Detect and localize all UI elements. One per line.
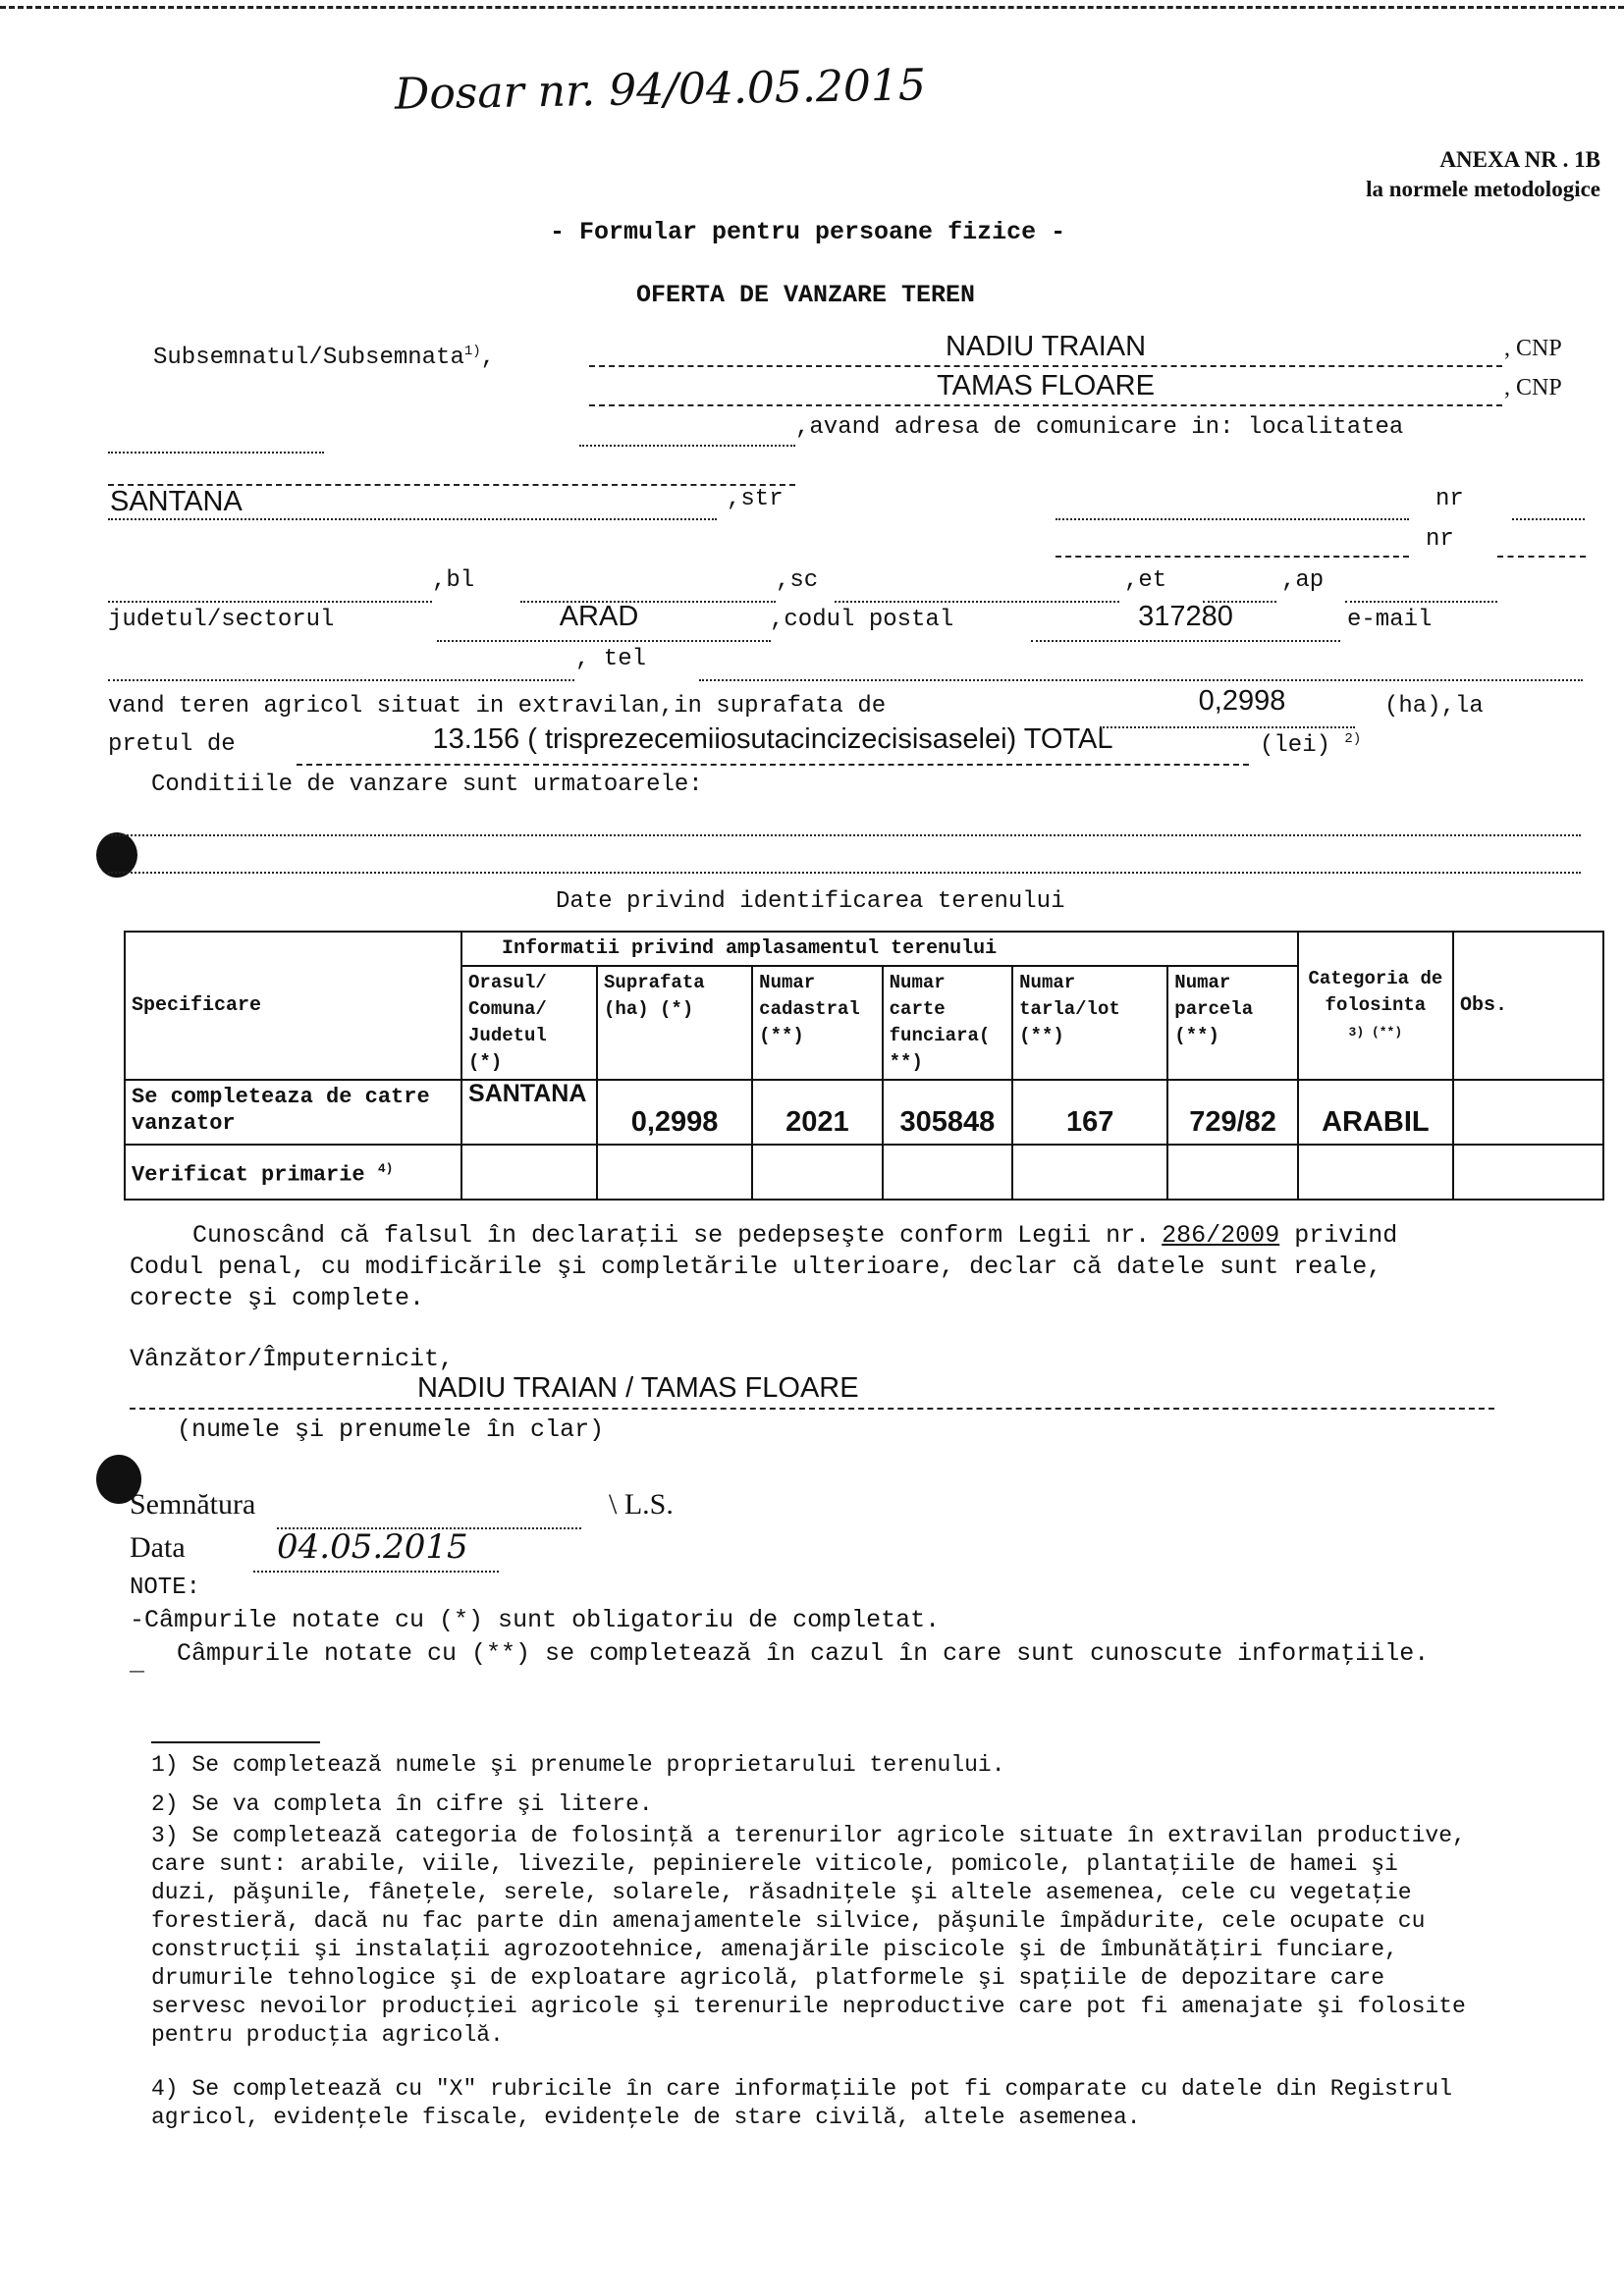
col-suprafata: Suprafata (ha) (*) <box>597 966 752 1080</box>
blank-line <box>579 445 795 447</box>
land-identification-table <box>124 931 1604 1201</box>
declaration-line-1 <box>192 1221 1397 1250</box>
cell-tarla: 167 <box>1012 1080 1167 1145</box>
group-header: Informatii privind amplasamentul terenului <box>461 932 1298 966</box>
date-value: 04.05.2015 <box>277 1527 468 1567</box>
seller2-name: TAMAS FLOARE <box>937 370 1155 401</box>
footnote-3 <box>151 1822 1466 2050</box>
row-primarie-text: Verificat primarie <box>132 1162 365 1188</box>
cell-obs <box>1453 1080 1603 1145</box>
footnote-3-line: care sunt: arabile, viile, livezile, pepinierele viticole, pomicole, plantaţiile de hamei şi <box>151 1851 1398 1877</box>
cell-empty <box>1453 1145 1603 1200</box>
cell-empty <box>597 1145 752 1200</box>
footnote-4-line: agricol, evidenţele fiscale, evidenţele de stare civilă, altele asemenea. <box>151 2105 1141 2130</box>
row-primarie-label <box>125 1145 461 1200</box>
declaration-text: Cunoscând că falsul în declaraţii se pedepseşte conform Legii nr. <box>192 1221 1151 1250</box>
conditions-label: Conditiile de vanzare sunt urmatoarele: <box>151 772 703 798</box>
street-label: ,str <box>727 486 784 512</box>
price-unit-text: (lei) <box>1260 732 1331 759</box>
col-categoria-sup: 3) (**) <box>1348 1025 1403 1040</box>
nr-line <box>1512 518 1585 520</box>
declaration-line-3: corecte şi complete. <box>130 1284 425 1312</box>
cell-oras: SANTANA <box>461 1080 597 1145</box>
col-tarla: Numar tarla/lot (**) <box>1012 966 1167 1080</box>
bl-line-a <box>108 601 432 603</box>
cell-empty <box>461 1145 597 1200</box>
postal-line <box>1031 640 1340 642</box>
footnote-4-line: 4) Se completează cu "X" rubricile în care informaţiile pot fi comparate cu datele din Registrul <box>151 2076 1453 2102</box>
ls-label: \ L.S. <box>609 1488 674 1521</box>
cell-suprafata: 0,2998 <box>597 1080 752 1145</box>
postal-value: 317280 <box>1138 601 1233 632</box>
col-oras: Orasul/ Comuna/ Judetul (*) <box>461 966 597 1080</box>
law-number: 286/2009 <box>1162 1221 1280 1250</box>
address-intro: ,avand adresa de comunicare in: localitatea <box>795 414 1404 441</box>
tel-line <box>699 679 1583 681</box>
form-subtitle: - Formular pentru persoane fizice - <box>550 218 1066 246</box>
signature-label: Semnătura <box>130 1488 256 1521</box>
street-line <box>1056 518 1409 520</box>
cell-empty <box>1298 1145 1453 1200</box>
tel-label: , tel <box>575 646 647 672</box>
col-categoria-text: Categoria de folosinta <box>1308 968 1443 1016</box>
cell-parcela: 729/82 <box>1167 1080 1297 1145</box>
price-line <box>297 764 1249 766</box>
land-intro: vand teren agricol situat in extravilan,in suprafata de <box>108 693 887 720</box>
cell-empty <box>752 1145 882 1200</box>
handwritten-file-number: Dosar nr. 94/04.05.2015 <box>394 60 927 120</box>
seller1-line <box>589 365 1502 367</box>
price-unit <box>1260 731 1361 759</box>
footnote-3-line: pentru producţia agricolă. <box>151 2022 504 2048</box>
price-label: pretul de <box>108 731 236 758</box>
postal-label: ,codul postal <box>770 607 954 633</box>
subsemnatul-text: Subsemnatul/Subsemnata <box>153 345 464 371</box>
col-categoria <box>1298 932 1453 1080</box>
footnote-ref-1: 1) <box>463 344 481 359</box>
et-label: ,et <box>1124 567 1167 594</box>
footnote-separator <box>151 1741 320 1743</box>
cell-cadastral: 2021 <box>752 1080 882 1145</box>
table-title: Date privind identificarea terenului <box>556 888 1065 915</box>
footnote-1: 1) Se completează numele şi prenumele proprietarului terenului. <box>151 1752 1005 1778</box>
footnote-2: 2) Se va completa în cifre şi litere. <box>151 1791 653 1817</box>
area-unit: (ha),la <box>1384 693 1484 720</box>
date-line <box>253 1571 499 1573</box>
footnote-3-line: servesc nevoilor producţiei agricole şi terenurile neproductive care pot fi amenajate şi folosite <box>151 1994 1466 2019</box>
footnote-3-line: forestieră, dacă nu fac parte din amenajamentele silvice, păşunile împădurite, cele ocupate cu <box>151 1908 1426 1934</box>
col-carte: Numar carte funciara( **) <box>883 966 1012 1080</box>
email-line <box>108 679 574 681</box>
note-title: NOTE: <box>130 1575 201 1601</box>
cnp1-label: , CNP <box>1504 336 1562 361</box>
note-2: Câmpurile notate cu (**) se completează în cazul în care sunt cunoscute informaţiile. <box>177 1639 1430 1668</box>
footnote-3-line: drumurile tehnologice şi de exploatare agricolă, platformele şi spaţiile de depozitare care <box>151 1965 1385 1991</box>
blank-line <box>108 452 324 454</box>
footnote-3-line: duzi, păşunile, fâneţele, serele, solarele, răsadniţele şi altele asemenea, cele cu vegetaţie <box>151 1880 1412 1905</box>
cell-empty <box>1012 1145 1167 1200</box>
judet-value: ARAD <box>559 601 639 632</box>
ap-label: ,ap <box>1281 567 1325 594</box>
footnote-3-line: construcţii şi instalaţii agrozootehnice, amenajările piscicole şi de îmbunătăţiri funciare, <box>151 1937 1398 1962</box>
nr-label: nr <box>1435 486 1464 512</box>
col-cadastral: Numar cadastral (**) <box>752 966 882 1080</box>
annex-subtitle: la normele metodologice <box>1366 177 1600 201</box>
nr-label: nr <box>1426 526 1454 553</box>
seller-names-line <box>130 1408 1494 1410</box>
row-vanzator-label: Se completeaza de catre vanzator <box>125 1080 461 1145</box>
footnote-ref-4: 4) <box>377 1161 394 1177</box>
conditions-line-2 <box>108 872 1581 874</box>
sc-label: ,sc <box>776 567 819 594</box>
cell-empty <box>1167 1145 1297 1200</box>
footnote-ref-2: 2) <box>1344 731 1362 747</box>
note-1: -Câmpurile notate cu (*) sunt obligatoriu de completat. <box>130 1606 941 1634</box>
cell-categoria: ARABIL <box>1298 1080 1453 1145</box>
judet-label: judetul/sectorul <box>108 607 335 633</box>
seller-label: Vânzător/Împuternicit, <box>130 1345 455 1373</box>
cell-carte: 305848 <box>883 1080 1012 1145</box>
area-value: 0,2998 <box>1198 685 1286 717</box>
email-label: e-mail <box>1347 607 1433 633</box>
bl-label: ,bl <box>432 567 475 594</box>
seller2-line <box>589 404 1502 406</box>
note-2-dash: _ <box>130 1649 145 1678</box>
form-title: OFERTA DE VANZARE TEREN <box>636 281 976 309</box>
cell-empty <box>883 1145 1012 1200</box>
nr2-line <box>1056 556 1409 558</box>
col-specificare-text: Specificare <box>132 994 262 1017</box>
annex-number: ANEXA NR . 1B <box>1439 147 1600 172</box>
subsemnatul-label: Subsemnatul/Subsemnata$^{1)}$, <box>153 344 496 371</box>
col-obs: Obs. <box>1453 932 1603 1080</box>
nr2-value-line <box>1497 556 1586 558</box>
seller-names: NADIU TRAIAN / TAMAS FLOARE <box>417 1372 859 1404</box>
price-value: 13.156 ( trisprezecemiiosutacincizecisisaselei) TOTAL <box>432 723 1113 755</box>
locality-line <box>108 518 717 520</box>
declaration-text: privind <box>1294 1221 1398 1250</box>
ls-text: L.S. <box>623 1488 674 1521</box>
conditions-line-1 <box>108 834 1581 836</box>
cnp2-label: , CNP <box>1504 375 1562 400</box>
col-parcela: Numar parcela (**) <box>1167 966 1297 1080</box>
date-label: Data <box>130 1531 186 1564</box>
footnote-4 <box>151 2075 1452 2132</box>
col-specificare <box>125 932 461 1080</box>
seller1-name: NADIU TRAIAN <box>945 331 1147 362</box>
footnote-3-line: 3) Se completează categoria de folosinţă a terenurilor agricole situate în extravilan productive, <box>151 1823 1466 1848</box>
scan-top-edge <box>0 0 1624 9</box>
locality-value: SANTANA <box>110 486 243 517</box>
seller-names-hint: (numele şi prenumele în clar) <box>177 1415 605 1444</box>
declaration-line-2: Codul penal, cu modificările şi completările ulterioare, declar că datele sunt reale, <box>130 1253 1382 1281</box>
ap-line <box>1345 601 1497 603</box>
judet-line <box>437 640 771 642</box>
